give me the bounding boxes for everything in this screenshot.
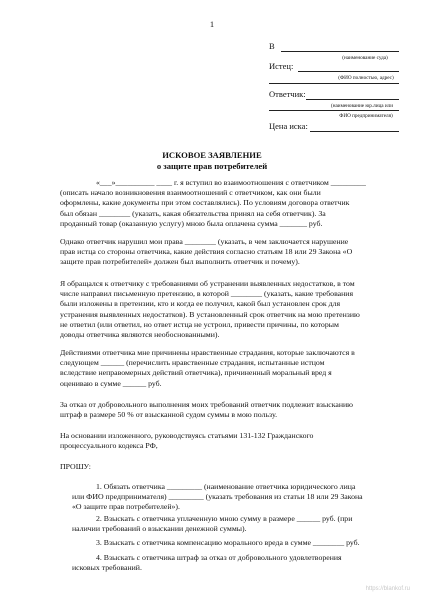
paragraph-line: оформлены, какие документы при этом составлялись). По условиям договора ответчик bbox=[60, 198, 350, 208]
paragraph bbox=[60, 400, 353, 420]
paragraph-line: защите прав потребителей» должен был выполнить ответчик и почему). bbox=[60, 257, 300, 267]
paragraph-line: Я обращался к ответчику с требованиями об устранении выявленных недостатков, в том bbox=[60, 279, 355, 288]
request-line: наличии требований о взыскании денежной суммы). bbox=[72, 524, 247, 534]
plaintiff-field-line bbox=[298, 71, 399, 72]
paragraph-line: следующем ______ (перечислить нравственные страдания, испытанные истцом bbox=[60, 358, 325, 368]
court-label: В bbox=[269, 41, 275, 51]
paragraph-line: устранения выявленных недостатков). В установленный срок ответчик на мою претензию bbox=[60, 309, 360, 319]
paragraph-line: вследствие неправомерных действий ответчика), причиненный моральный вред я bbox=[60, 368, 332, 378]
watermark: https://blankof.ru bbox=[365, 586, 410, 592]
paragraph-line: оцениваю в сумме ______ руб. bbox=[60, 378, 162, 388]
paragraph-line: доводы ответчика являются необоснованными). bbox=[60, 330, 220, 340]
court-field-line bbox=[281, 51, 399, 52]
defendant-field-line bbox=[306, 99, 399, 100]
paragraph-line: Однако ответчик нарушил мои права ________ (указать, в чем заключается нарушение bbox=[60, 237, 349, 246]
paragraph-line: числе направил письменную претензию, в которой ________ (указать, какие требования bbox=[60, 289, 354, 299]
paragraph-line: был обязан ________ (указать, какая обязательства принял на себя ответчик). За bbox=[60, 208, 326, 218]
plaintiff-label: Истец: bbox=[269, 61, 294, 71]
court-hint: (наименование суда) bbox=[342, 55, 388, 61]
document-subtitle: о защите прав потребителей bbox=[156, 161, 268, 171]
defendant-hint-1: (наименование юр.лица или bbox=[330, 103, 394, 109]
claim-price-label: Цена иска: bbox=[269, 121, 308, 131]
request-line: 1. Обязать ответчика _________ (наименование ответчика юридического лица bbox=[96, 482, 356, 491]
paragraph-line: были изложены в претензии, кто и когда ее получил, какой был установлен срок для bbox=[60, 299, 341, 309]
claim-price-field-line bbox=[310, 131, 399, 132]
request-item bbox=[60, 482, 363, 513]
request-heading: ПРОШУ: bbox=[60, 462, 91, 471]
paragraph-line: штраф в размере 50 % от взысканной судом суммы в мою пользу. bbox=[60, 410, 278, 420]
plaintiff-address-line bbox=[269, 83, 399, 84]
defendant-address-line bbox=[269, 110, 399, 111]
request-item bbox=[60, 514, 352, 534]
paragraph bbox=[60, 431, 313, 451]
paragraph-line: Действиями ответчика мне причинены нравственные страдания, которые заключаются в bbox=[60, 348, 355, 357]
request-item bbox=[60, 553, 342, 573]
paragraph-line: За отказ от добровольного выполнения моих требований ответчик подлежит взысканию bbox=[60, 400, 354, 409]
paragraph-line: процессуального кодекса РФ, bbox=[60, 441, 158, 451]
paragraph bbox=[60, 178, 366, 229]
request-line: исковых требований. bbox=[72, 563, 142, 573]
request-item bbox=[60, 538, 360, 548]
paragraph-line: На основании изложенного, руководствуясь статьями 131-132 Гражданского bbox=[60, 431, 314, 440]
request-line: 2. Взыскать с ответчика уплаченную мною сумму в размере ______ руб. (при bbox=[96, 514, 353, 523]
defendant-label: Ответчик: bbox=[269, 89, 306, 99]
paragraph-line: проданный товар (оказанную услугу) мною была оплачена сумма _______ руб. bbox=[60, 218, 323, 228]
request-line: 3. Взыскать с ответчика компенсацию морального вреда в сумме ________ руб. bbox=[96, 538, 360, 547]
request-line: «О защите прав потребителей»). bbox=[72, 502, 180, 512]
paragraph-line: не ответил (или ответил, но ответ истца не устроил, привести причины, по которым bbox=[60, 319, 339, 329]
paragraph bbox=[60, 237, 352, 268]
plaintiff-hint: (ФИО полностью, адрес) bbox=[338, 75, 394, 81]
page-number: 1 bbox=[209, 19, 215, 29]
paragraph bbox=[60, 348, 355, 389]
paragraph-line: «___»__________ ____ г. я вступил во взаимоотношения с ответчиком _________ bbox=[96, 178, 366, 187]
request-line: 4. Взыскать с ответчика штраф за отказ от добровольного удовлетворения bbox=[96, 553, 342, 562]
document-title: ИСКОВОЕ ЗАЯВЛЕНИЕ bbox=[162, 150, 262, 160]
paragraph bbox=[60, 279, 360, 340]
paragraph-line: (описать начало возникновения взаимоотношений с ответчиком, как они были bbox=[60, 188, 321, 198]
paragraph-line: прав истца со стороны ответчика, какие действия согласно статьям 18 или 29 Закона «О bbox=[60, 247, 353, 257]
defendant-hint-2: ФИО предпринимателя) bbox=[339, 113, 393, 119]
request-line: или ФИО предпринимателя) _________ (указать требования из статьи 18 или 29 Закона bbox=[72, 492, 363, 502]
